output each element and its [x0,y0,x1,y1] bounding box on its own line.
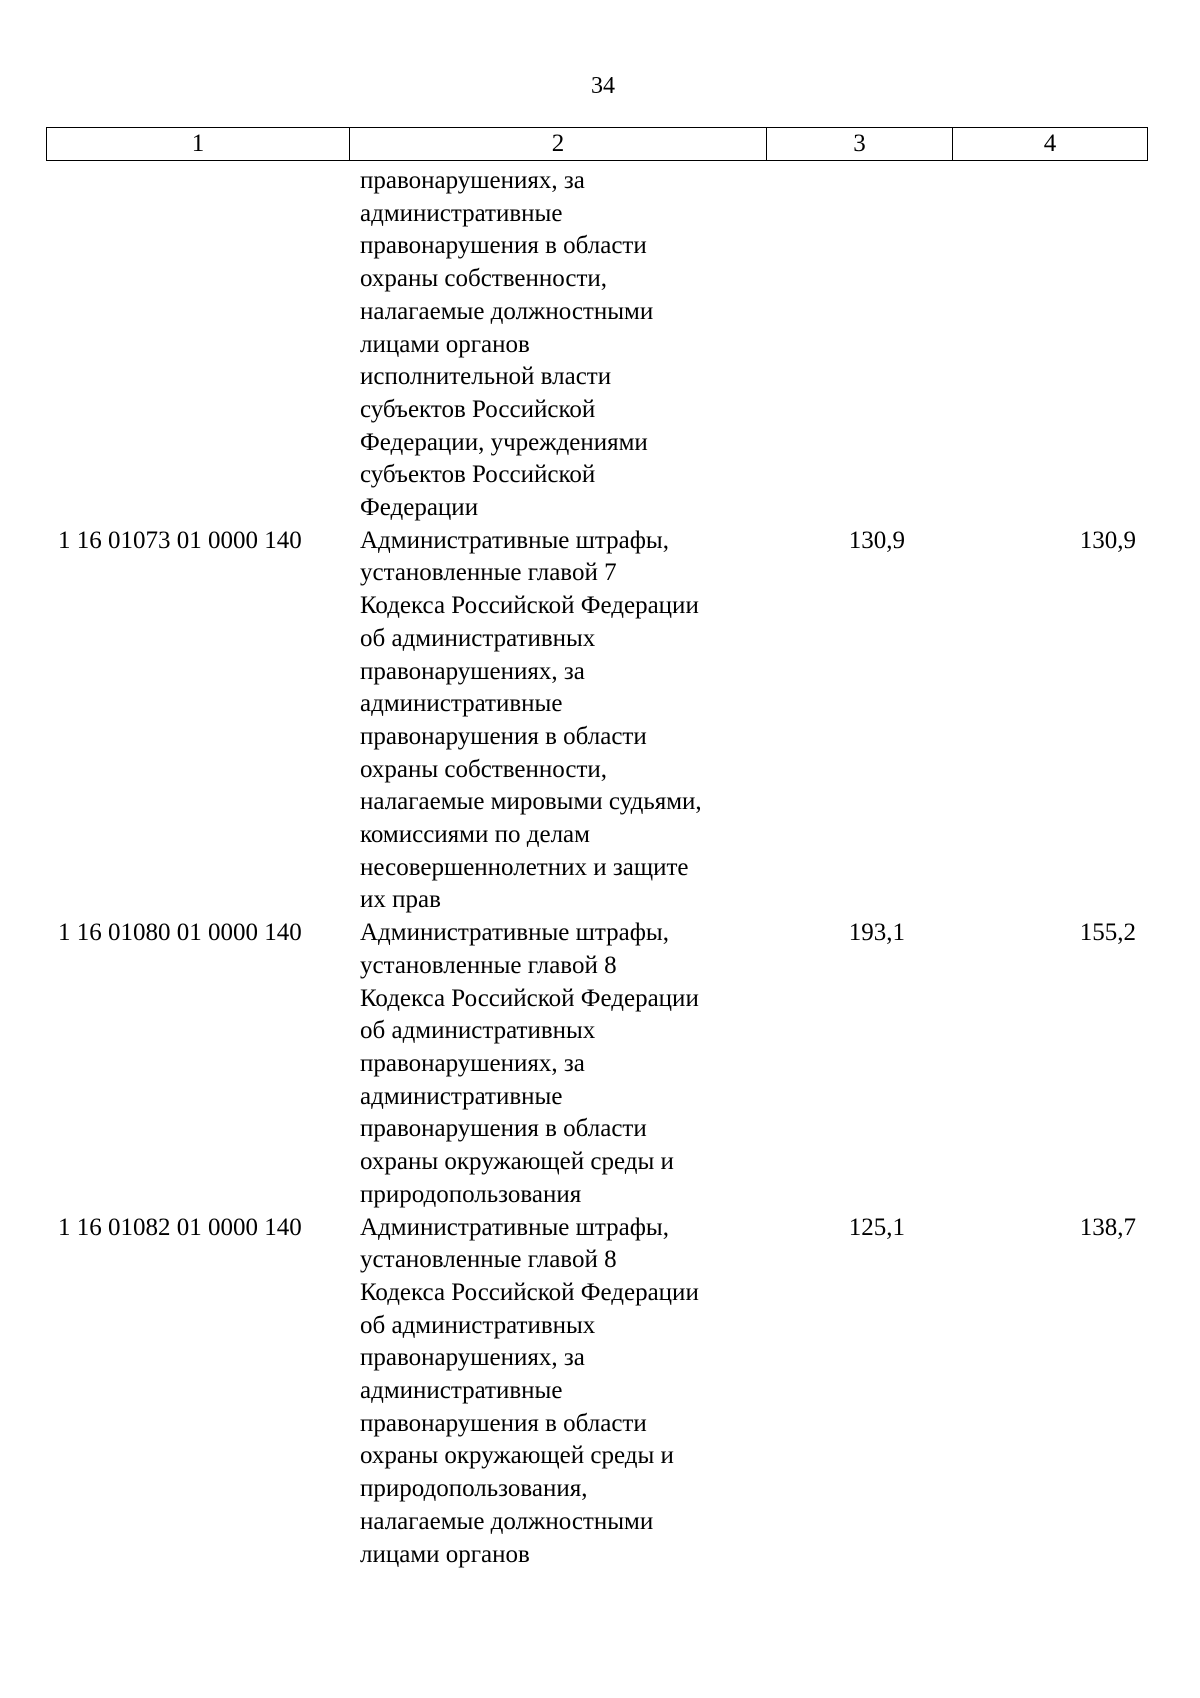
description-line: Федерации, учреждениями [360,428,648,456]
description-line: природопользования, [360,1475,588,1503]
description-line: Административные штрафы, [360,1213,669,1241]
row-code: 1 16 01082 01 0000 140 [58,1213,302,1241]
table-row [46,165,1148,525]
row-description [348,917,765,1211]
row-value-4: 155,2 [1079,919,1136,947]
description-line: административные [360,690,563,718]
description-line: правонарушениях, за [360,1049,585,1077]
description-line: Кодекса Российской Федерации [360,984,699,1012]
description-line: несовершеннолетних и защите [360,853,689,881]
description-line: административные [360,1082,563,1110]
description-line: правонарушениях, за [360,167,585,194]
header-cell-3: 3 [766,128,952,160]
description-line: налагаемые должностными [360,297,654,325]
description-line: лицами органов [360,330,530,358]
description-line: налагаемые должностными [360,1507,654,1535]
description-line: комиссиями по делам [360,821,590,849]
description-line: правонарушения в области [360,1409,647,1437]
row-value-4: 130,9 [1079,526,1136,554]
description-line: правонарушения в области [360,722,647,750]
description-line: административные [360,199,563,227]
table-body [46,165,1148,1571]
description-line: Административные штрафы, [360,526,669,554]
row-description [348,1212,765,1572]
description-line: Кодекса Российской Федерации [360,592,699,620]
description-line: охраны окружающей среды и [360,1442,674,1470]
page-number: 34 [591,73,615,99]
description-line: исполнительной власти [360,363,612,391]
row-code: 1 16 01080 01 0000 140 [58,919,302,947]
row-code: 1 16 01073 01 0000 140 [58,526,302,554]
table-header-row [46,127,1148,161]
description-line: Федерации [360,494,479,522]
row-description [348,165,765,525]
description-line: об административных [360,1017,596,1045]
table-row [46,917,1148,1211]
table-row [46,525,1148,917]
description-line: охраны собственности, [360,755,608,783]
description-line: установленные главой 7 [360,559,617,587]
description-line: субъектов Российской [360,461,596,489]
row-value-3: 193,1 [848,919,905,947]
description-line: административные [360,1377,563,1405]
row-value-3: 130,9 [848,526,905,554]
header-cell-2: 2 [349,128,766,160]
description-line: правонарушения в области [360,232,647,260]
description-line: Административные штрафы, [360,919,669,947]
row-description [348,525,765,917]
description-line: правонарушениях, за [360,657,585,685]
row-value-3: 125,1 [848,1213,905,1241]
description-line: об административных [360,624,596,652]
description-line: их прав [360,886,441,914]
description-line: об административных [360,1311,596,1339]
row-value-4: 138,7 [1079,1213,1136,1241]
header-cell-1: 1 [191,130,205,157]
description-line: Кодекса Российской Федерации [360,1278,699,1306]
description-line: правонарушениях, за [360,1344,585,1372]
description-line: субъектов Российской [360,395,596,423]
description-line: налагаемые мировыми судьями, [360,788,702,816]
description-line: лицами органов [360,1540,530,1568]
header-cell-4: 4 [952,128,1147,160]
description-line: установленные главой 8 [360,951,617,979]
description-line: установленные главой 8 [360,1246,617,1274]
description-line: охраны собственности, [360,265,608,293]
description-line: природопользования [360,1180,582,1208]
table-row [46,1212,1148,1572]
description-line: охраны окружающей среды и [360,1148,674,1176]
description-line: правонарушения в области [360,1115,647,1143]
